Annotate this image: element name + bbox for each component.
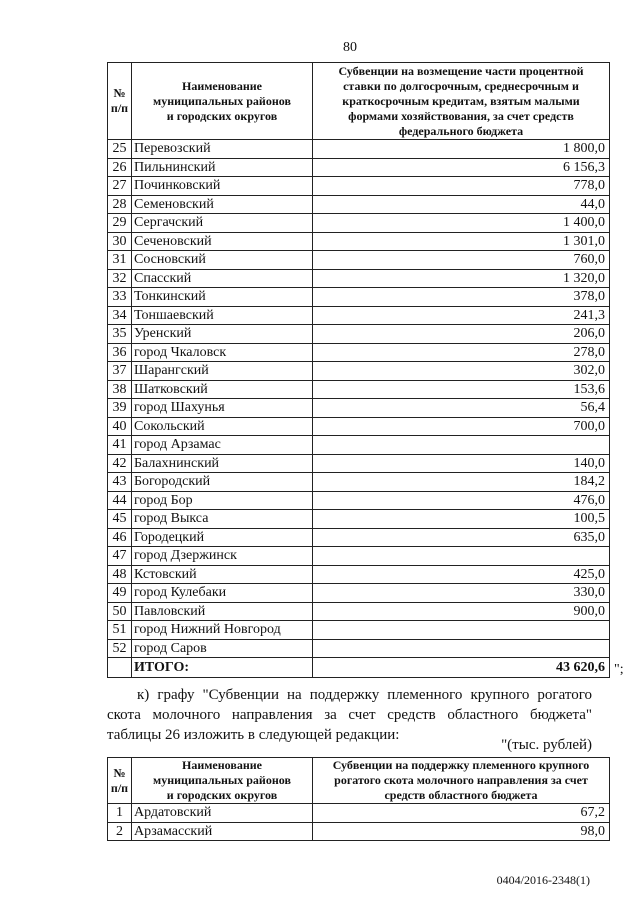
row-value: 140,0: [313, 454, 610, 473]
table-row: [108, 621, 610, 640]
row-number: 27: [108, 177, 132, 196]
row-name: Павловский: [132, 602, 313, 621]
row-name: Починковский: [132, 177, 313, 196]
total-label: ИТОГО:: [132, 658, 313, 678]
row-number: 39: [108, 399, 132, 418]
header-number: № п/п: [108, 63, 132, 140]
row-number: 40: [108, 417, 132, 436]
table-row: [108, 547, 610, 566]
table-row: [108, 232, 610, 251]
row-number: 35: [108, 325, 132, 344]
row-value: 44,0: [313, 195, 610, 214]
row-number: 48: [108, 565, 132, 584]
row-number: 29: [108, 214, 132, 233]
row-name: Ардатовский: [132, 804, 313, 823]
table-row: [108, 602, 610, 621]
row-number: 33: [108, 288, 132, 307]
table-row: [108, 436, 610, 455]
row-number: 32: [108, 269, 132, 288]
table-row: [108, 473, 610, 492]
row-value: 153,6: [313, 380, 610, 399]
row-value: 760,0: [313, 251, 610, 270]
row-name: Городецкий: [132, 528, 313, 547]
row-name: город Чкаловск: [132, 343, 313, 362]
table-row: [108, 269, 610, 288]
row-value: 476,0: [313, 491, 610, 510]
row-name: город Бор: [132, 491, 313, 510]
row-name: Балахнинский: [132, 454, 313, 473]
total-num-cell: [108, 658, 132, 678]
row-number: 31: [108, 251, 132, 270]
row-number: 2: [108, 822, 132, 841]
row-name: Сокольский: [132, 417, 313, 436]
row-number: 26: [108, 158, 132, 177]
row-name: город Саров: [132, 639, 313, 658]
row-number: 34: [108, 306, 132, 325]
document-code: 0404/2016-2348(1): [496, 873, 590, 887]
table-row: [108, 454, 610, 473]
row-name: Уренский: [132, 325, 313, 344]
row-name: Спасский: [132, 269, 313, 288]
row-name: Перевозский: [132, 140, 313, 159]
table-row: [108, 491, 610, 510]
header-value: Субвенции на поддержку племенного крупного рогатого скота молочного направления за счет средств областного бюджета: [313, 758, 610, 804]
row-name: Тонкинский: [132, 288, 313, 307]
table-row: [108, 140, 610, 159]
table-row: [108, 158, 610, 177]
row-number: 36: [108, 343, 132, 362]
row-value: 206,0: [313, 325, 610, 344]
table-row: [108, 804, 610, 823]
row-name: Богородский: [132, 473, 313, 492]
table-row: [108, 565, 610, 584]
table-row: [108, 214, 610, 233]
table-row: [108, 251, 610, 270]
header-name: Наименование муниципальных районов и городских округов: [132, 758, 313, 804]
row-number: 25: [108, 140, 132, 159]
row-value: 302,0: [313, 362, 610, 381]
row-value: [313, 436, 610, 455]
row-number: 44: [108, 491, 132, 510]
row-value: 378,0: [313, 288, 610, 307]
row-value: 56,4: [313, 399, 610, 418]
row-value: 1 320,0: [313, 269, 610, 288]
row-name: Сеченовский: [132, 232, 313, 251]
row-number: 1: [108, 804, 132, 823]
row-number: 49: [108, 584, 132, 603]
row-name: Арзамасский: [132, 822, 313, 841]
table-row: [108, 362, 610, 381]
row-name: город Арзамас: [132, 436, 313, 455]
subsidy-table-breeding-cattle: [107, 757, 610, 841]
table-row: [108, 288, 610, 307]
row-number: 38: [108, 380, 132, 399]
table-row: [108, 306, 610, 325]
row-name: Шарангский: [132, 362, 313, 381]
row-value: 330,0: [313, 584, 610, 603]
row-value: 67,2: [313, 804, 610, 823]
total-row: [108, 658, 610, 678]
row-value: 98,0: [313, 822, 610, 841]
row-number: 50: [108, 602, 132, 621]
closing-quote: ";: [614, 662, 624, 677]
row-value: 635,0: [313, 528, 610, 547]
header-name: Наименование муниципальных районов и городских округов: [132, 63, 313, 140]
row-number: 43: [108, 473, 132, 492]
row-value: 1 301,0: [313, 232, 610, 251]
row-number: 47: [108, 547, 132, 566]
table-row: [108, 343, 610, 362]
amendment-paragraph: [107, 685, 592, 745]
row-name: город Шахунья: [132, 399, 313, 418]
row-value: 1 800,0: [313, 140, 610, 159]
row-number: 30: [108, 232, 132, 251]
amendment-text: к) графу "Субвенции на поддержку племенного крупного рогатого скота молочного направления за счет средств областного бюджета" таблицы 26 изложить в следующей редакции:: [107, 687, 592, 743]
row-name: город Дзержинск: [132, 547, 313, 566]
header-value: Субвенции на возмещение части процентной ставки по долгосрочным, среднесрочным и краткосрочным кредитам, взятым малыми формами хозяйствования, за счет средств федерального бюджета: [313, 63, 610, 140]
row-name: Сосновский: [132, 251, 313, 270]
row-value: [313, 621, 610, 640]
header-number: № п/п: [108, 758, 132, 804]
row-value: 900,0: [313, 602, 610, 621]
row-value: 184,2: [313, 473, 610, 492]
row-number: 45: [108, 510, 132, 529]
table-row: [108, 822, 610, 841]
row-name: Шатковский: [132, 380, 313, 399]
row-number: 28: [108, 195, 132, 214]
row-number: 51: [108, 621, 132, 640]
row-value: 278,0: [313, 343, 610, 362]
table-row: [108, 510, 610, 529]
row-name: Семеновский: [132, 195, 313, 214]
table-row: [108, 177, 610, 196]
row-value: 778,0: [313, 177, 610, 196]
unit-note: "(тыс. рублей): [501, 737, 592, 753]
table-row: [108, 639, 610, 658]
row-name: город Кулебаки: [132, 584, 313, 603]
row-value: 700,0: [313, 417, 610, 436]
row-number: 46: [108, 528, 132, 547]
row-value: 425,0: [313, 565, 610, 584]
row-value: 1 400,0: [313, 214, 610, 233]
row-name: Кстовский: [132, 565, 313, 584]
row-number: 37: [108, 362, 132, 381]
table-row: [108, 417, 610, 436]
page-number: 80: [343, 40, 357, 55]
row-name: Пильнинский: [132, 158, 313, 177]
row-value: [313, 547, 610, 566]
row-number: 42: [108, 454, 132, 473]
total-value: 43 620,6: [313, 658, 610, 678]
subsidy-table-interest-rate: [107, 62, 610, 678]
row-name: город Нижний Новгород: [132, 621, 313, 640]
table-row: [108, 325, 610, 344]
row-number: 52: [108, 639, 132, 658]
row-name: Сергачский: [132, 214, 313, 233]
row-value: [313, 639, 610, 658]
row-value: 100,5: [313, 510, 610, 529]
table-row: [108, 528, 610, 547]
row-value: 6 156,3: [313, 158, 610, 177]
row-number: 41: [108, 436, 132, 455]
row-name: город Выкса: [132, 510, 313, 529]
row-name: Тоншаевский: [132, 306, 313, 325]
table-row: [108, 380, 610, 399]
table-row: [108, 399, 610, 418]
table-row: [108, 584, 610, 603]
table-row: [108, 195, 610, 214]
row-value: 241,3: [313, 306, 610, 325]
